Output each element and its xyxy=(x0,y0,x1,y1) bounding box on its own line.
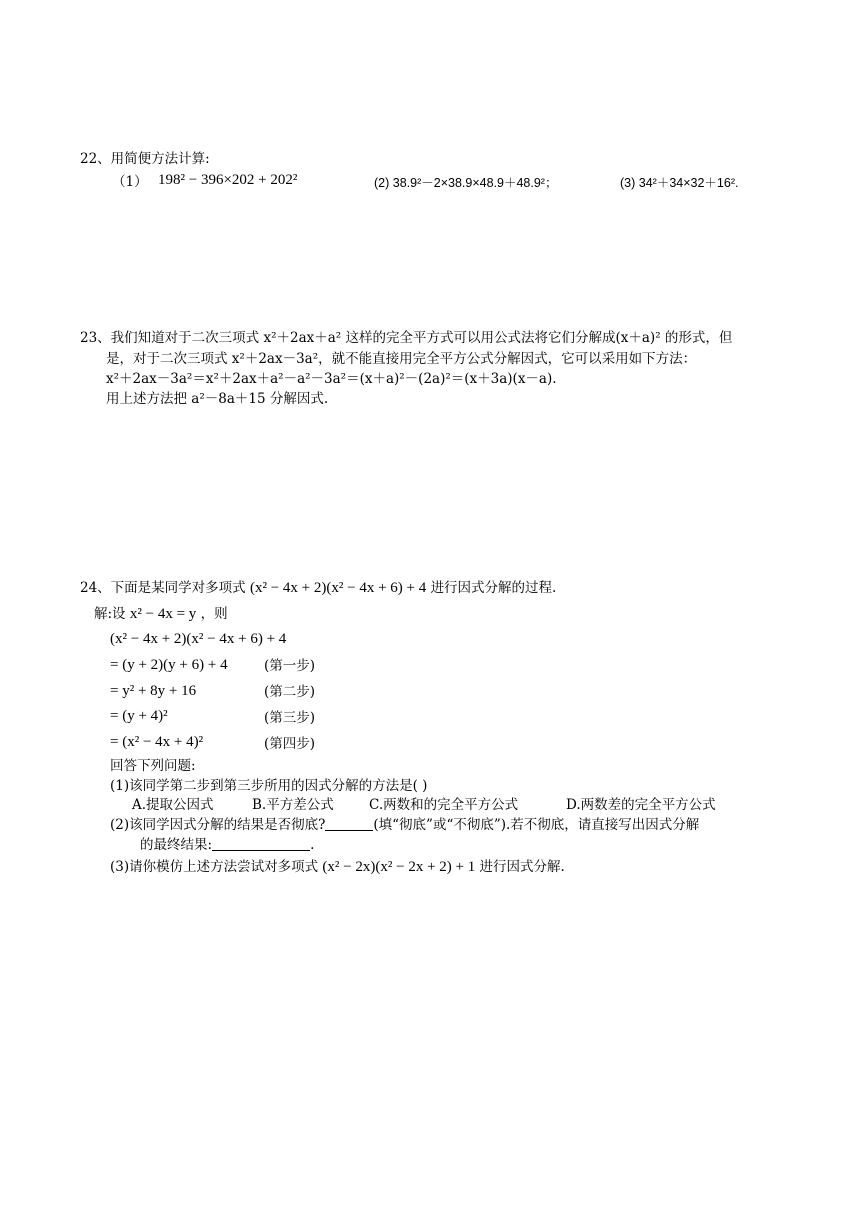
option-d: D.两数差的完全平方公式 xyxy=(566,797,716,813)
sub-question-1: (1)该同学第二步到第三步所用的因式分解的方法是( ) xyxy=(110,778,428,794)
step-label: (第三步) xyxy=(264,710,316,726)
q22-title: 22、用简便方法计算: xyxy=(80,151,210,167)
option-b: B.平方差公式 xyxy=(252,797,334,813)
step-label: (第二步) xyxy=(264,684,316,700)
sub-question-3-expression: (x² − 2x)(x² − 2x + 2) + 1 xyxy=(322,859,476,875)
q22-part2: (2) 38.9²－2×38.9×48.9＋48.9²； xyxy=(374,176,558,190)
answer-blank-final-result[interactable] xyxy=(212,836,310,851)
answer-blank-thoroughness[interactable] xyxy=(325,816,373,831)
q24-solution-setup xyxy=(94,605,228,623)
q24-intro xyxy=(80,579,556,597)
q23-line3: x²＋2ax－3a²＝x²＋2ax＋a²－a²－3a²＝(x＋a)²－(2a)²＝(x＋3a)(x－a). xyxy=(106,371,557,387)
sub-question-3-text-a: (3)请你模仿上述方法尝试对多项式 xyxy=(110,859,319,875)
option-c: C.两数和的完全平方公式 xyxy=(369,797,519,813)
q23-line1: 23、我们知道对于二次三项式 x²＋2ax＋a² 这样的完全平方式可以用公式法将它们分解成(x＋a)² 的形式，但 xyxy=(80,330,733,346)
step-expression: = (y + 2)(y + 6) + 4 xyxy=(110,657,228,673)
q22-part3: (3) 34²＋34×32＋16². xyxy=(620,176,739,190)
answer-intro: 回答下列问题: xyxy=(110,758,196,774)
sub-question-2 xyxy=(110,816,699,834)
sub-question-2-period: . xyxy=(310,837,315,853)
step-expression: = (x² − 4x + 4)² xyxy=(110,734,204,750)
sub-question-2-continued xyxy=(140,836,314,854)
q24-intro-expression: (x² − 4x + 2)(x² − 4x + 6) + 4 xyxy=(249,580,427,596)
q23-line4: 用上述方法把 a²－8a＋15 分解因式. xyxy=(106,391,329,407)
sub-question-2-text-c: 的最终结果: xyxy=(140,837,213,853)
q22-part1-expression: 198² − 396×202 + 202² xyxy=(158,172,298,188)
q24-intro-text-a: 24、下面是某同学对多项式 xyxy=(80,580,246,596)
q24-intro-text-b: 进行因式分解的过程. xyxy=(430,580,557,596)
q23-line2: 是，对于二次三项式 x²＋2ax－3a²，就不能直接用完全平方公式分解因式，它可以采用如下方法： xyxy=(106,351,697,367)
sub-question-3-text-b: 进行因式分解. xyxy=(479,859,565,875)
q22-part1-label: （1） xyxy=(112,174,148,190)
step-label: (第一步) xyxy=(264,658,316,674)
step-expression: = (y + 4)² xyxy=(110,708,168,724)
step-label: (第四步) xyxy=(264,736,316,752)
step-expression: = y² + 8y + 16 xyxy=(110,683,197,699)
option-a: A.提取公因式 xyxy=(132,797,214,813)
sub-question-3 xyxy=(110,858,565,876)
q24-substitution: x² − 4x = y xyxy=(129,606,197,622)
sub-question-2-text-a: (2)该同学因式分解的结果是否彻底? xyxy=(110,817,326,833)
q24-solution-then: ，则 xyxy=(200,606,228,622)
q24-solution-label: 解:设 xyxy=(94,606,126,622)
step-expression: (x² − 4x + 2)(x² − 4x + 6) + 4 xyxy=(110,631,287,647)
sub-question-2-text-b: (填“彻底”或“不彻底”).若不彻底，请直接写出因式分解 xyxy=(373,817,700,833)
